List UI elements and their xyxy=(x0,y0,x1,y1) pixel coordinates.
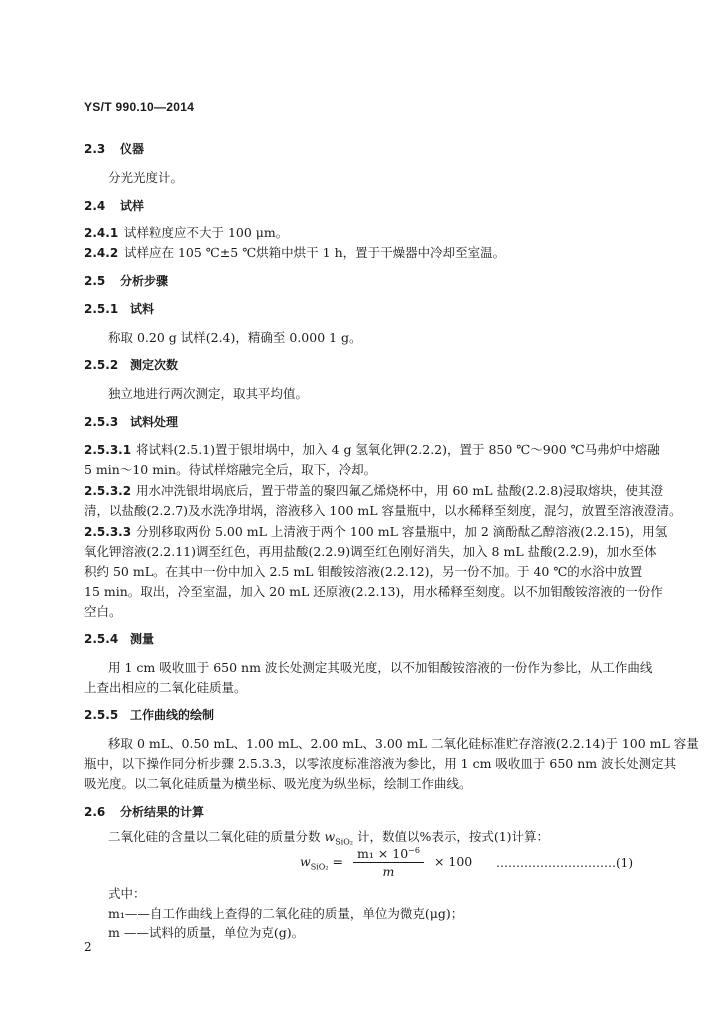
section-2-5-5-line-2: 瓶中，以下操作同分析步骤 2.5.3.3，以零浓度标准溶液为参比，用 1 cm 吸收皿于 650 nm 波长处测定其 xyxy=(84,756,677,771)
clause-text: 分别移取两份 5.00 mL 上清液于两个 100 mL 容量瓶中，加 2 滴酚酞乙醇溶液(2.2.15)，用氢 xyxy=(136,524,668,539)
numerator-exponent: −6 xyxy=(408,846,420,855)
where-label: 式中： xyxy=(108,886,146,901)
clause-number: 2.5.3.2 xyxy=(84,484,132,498)
section-title: 工作曲线的绘制 xyxy=(130,708,215,722)
section-number: 2.5.2 xyxy=(84,358,119,372)
clause-2-5-3-3-line-2: 氧化钾溶液(2.2.11)调至红色，再用盐酸(2.2.9)调至红色刚好消失，加入 8 mL 盐酸(2.2.9)，加水至体 xyxy=(84,544,657,559)
clause-number: 2.4.1 xyxy=(84,226,119,240)
section-title: 仪器 xyxy=(120,142,145,156)
section-number: 2.3 xyxy=(84,142,106,156)
section-2-5-4-line-2: 上查出相应的二氧化硅质量。 xyxy=(84,680,247,695)
clause-2-5-3-3-line-1 xyxy=(84,522,667,540)
intro-text-end: 计，数值以%表示，按式(1)计算： xyxy=(353,829,550,844)
section-2-5-5-heading xyxy=(84,706,214,723)
section-2-3-heading xyxy=(84,140,144,157)
denominator: m xyxy=(382,864,395,880)
page-number: 2 xyxy=(84,940,92,954)
section-number: 2.5.1 xyxy=(84,302,119,316)
section-2-5-4-line-1: 用 1 cm 吸收皿于 650 nm 波长处测定其吸光度，以不加钼酸铵溶液的一份作为参比，从工作曲线 xyxy=(108,660,653,675)
formula-lhs-subscript: SiO₂ xyxy=(310,862,329,872)
section-2-5-2-body: 独立地进行两次测定，取其平均值。 xyxy=(108,386,309,401)
definition-m: m ——试料的质量，单位为克(g)。 xyxy=(108,925,305,940)
fraction xyxy=(353,846,424,879)
calculation-intro xyxy=(108,827,549,847)
clause-2-5-3-1-line-2: 5 min～10 min。待试样熔融完全后，取下，冷却。 xyxy=(84,462,377,477)
section-2-5-1-body: 称取 0.20 g 试样(2.4)，精确至 0.000 1 g。 xyxy=(108,330,362,345)
intro-text: 二氧化硅的含量以二氧化硅的质量分数 xyxy=(108,829,325,844)
section-2-5-1-heading xyxy=(84,300,154,317)
section-2-3-body: 分光光度计。 xyxy=(108,170,184,185)
section-number: 2.5.3 xyxy=(84,415,119,429)
section-title: 分析步骤 xyxy=(120,274,169,288)
numerator xyxy=(353,846,424,863)
clause-2-5-3-3-line-5: 空白。 xyxy=(84,604,122,619)
section-2-4-1 xyxy=(84,223,288,241)
section-title: 测定次数 xyxy=(130,358,179,372)
section-2-5-heading xyxy=(84,272,168,289)
clause-number: 2.4.2 xyxy=(84,246,119,260)
section-number: 2.5.5 xyxy=(84,708,119,722)
clause-text: 用水冲洗银坩埚底后，置于带盖的聚四氟乙烯烧杯中，用 60 mL 盐酸(2.2.8)浸取熔块，使其澄 xyxy=(136,483,664,498)
section-2-4-2 xyxy=(84,243,505,261)
clause-2-5-3-3-line-4: 15 min。取出，冷至室温，加入 20 mL 还原液(2.2.13)，用水稀释至刻度。以不加钼酸铵溶液的一份作 xyxy=(84,584,663,599)
section-number: 2.5 xyxy=(84,274,106,288)
formula-lhs: w xyxy=(300,854,311,870)
section-number: 2.6 xyxy=(84,805,106,819)
formula-multiplier: × 100 xyxy=(433,854,473,870)
section-title: 试料 xyxy=(130,302,155,316)
clause-number: 2.5.3.1 xyxy=(84,443,132,457)
clause-text: 将试料(2.5.1)置于银坩埚中，加入 4 g 氢氧化钾(2.2.2)，置于 850 ℃～900 ℃马弗炉中熔融 xyxy=(136,442,660,457)
equation-number: …………………………(1) xyxy=(496,856,633,870)
clause-2-5-3-2-line-2: 清，以盐酸(2.2.7)及水洗净坩埚，溶液移入 100 mL 容量瓶中，以水稀释至刻度，混匀，放置至溶液澄清。 xyxy=(84,503,682,518)
mass-fraction-subscript: SiO₂ xyxy=(335,837,353,847)
formula-1 xyxy=(300,846,472,879)
section-2-4-heading xyxy=(84,197,144,214)
section-2-6-heading xyxy=(84,803,204,820)
equals-sign: = xyxy=(332,854,343,870)
section-2-5-4-heading xyxy=(84,630,154,647)
section-2-5-5-line-1: 移取 0 mL、0.50 mL、1.00 mL、2.00 mL、3.00 mL 二氧化硅标准贮存溶液(2.2.14)于 100 mL 容量 xyxy=(108,736,699,751)
definition-m1: m₁——自工作曲线上查得的二氧化硅的质量，单位为微克(μg)； xyxy=(108,906,464,921)
clause-text: 试样应在 105 ℃±5 ℃烘箱中烘干 1 h，置于干燥器中冷却至室温。 xyxy=(124,245,506,260)
mass-fraction-symbol: w xyxy=(324,829,336,844)
standard-number-header: YS/T 990.10—2014 xyxy=(84,100,195,114)
clause-2-5-3-3-line-3: 积约 50 mL。在其中一份中加入 2.5 mL 钼酸铵溶液(2.2.12)，另一份不加。于 40 ℃的水浴中放置 xyxy=(84,564,643,579)
section-2-5-2-heading xyxy=(84,356,178,373)
section-title: 试料处理 xyxy=(130,415,179,429)
section-title: 测量 xyxy=(130,632,155,646)
clause-2-5-3-1-line-1 xyxy=(84,440,660,458)
section-title: 分析结果的计算 xyxy=(120,805,205,819)
section-title: 试样 xyxy=(120,199,145,213)
clause-2-5-3-2-line-1 xyxy=(84,481,663,499)
numerator-text: m₁ × 10 xyxy=(356,846,409,862)
clause-text: 试样粒度应不大于 100 μm。 xyxy=(124,225,289,240)
section-number: 2.4 xyxy=(84,199,106,213)
section-2-5-5-line-3: 吸光度。以二氧化硅质量为横坐标、吸光度为纵坐标，绘制工作曲线。 xyxy=(84,776,472,791)
section-number: 2.5.4 xyxy=(84,632,119,646)
clause-number: 2.5.3.3 xyxy=(84,525,132,539)
section-2-5-3-heading xyxy=(84,413,178,430)
